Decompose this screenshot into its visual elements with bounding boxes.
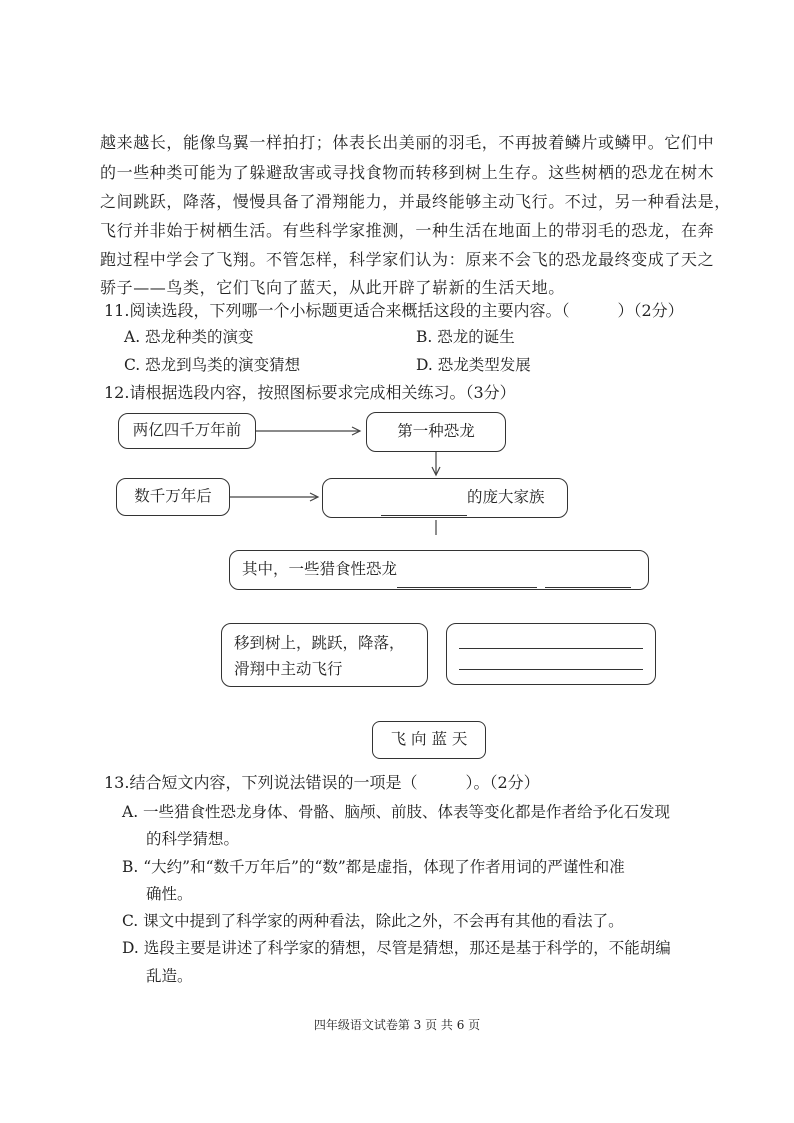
time-label: 数千万年后 [134, 487, 212, 505]
q11-option-b[interactable]: B. 恐龙的诞生 [416, 328, 515, 346]
predators-label: 其中，一些猎食性恐龙 [242, 560, 398, 578]
time-box-240m [118, 413, 256, 449]
passage-line: 骄子——鸟类，它们飞向了蓝天，从此开辟了崭新的生活天地。 [100, 278, 565, 297]
q11-option-d[interactable]: D. 恐龙类型发展 [416, 356, 531, 374]
passage-line: 越来越长，能像鸟翼一样拍打；体表长出美丽的羽毛，不再披着鳞片或鳞甲。它们中 [100, 133, 715, 152]
family-box [322, 478, 568, 518]
time-label: 两亿四千万年前 [132, 421, 242, 439]
q13-option-d[interactable]: D. 选段主要是讲述了科学家的猜想，尽管是猜想，那还是基于科学的，不能胡编 [122, 939, 671, 957]
q11-option-c[interactable]: C. 恐龙到鸟类的演变猜想 [124, 356, 301, 374]
tree-dwelling-box [221, 623, 428, 687]
answer-blank[interactable] [545, 573, 631, 588]
page-footer: 四年级语文试卷第 3 页 共 6 页 [313, 1018, 481, 1032]
sky-label: 飞 向 蓝 天 [390, 730, 468, 748]
passage-line: 的一些种类可能为了躲避敌害或寻找食物而转移到树上生存。这些树栖的恐龙在树木 [100, 163, 715, 182]
q13-option-d-cont: 乱造。 [146, 967, 193, 985]
answer-blank[interactable] [397, 573, 537, 588]
q11-option-a[interactable]: A. 恐龙种类的演变 [124, 328, 254, 346]
q13-stem: 13.结合短文内容，下列说法错误的一项是（ ）。（2分） [104, 773, 540, 792]
answer-line[interactable] [459, 669, 643, 670]
passage-line: 之间跳跃，降落，慢慢具备了滑翔能力，并最终能够主动飞行。不过，另一种看法是， [100, 192, 731, 211]
q13-option-b[interactable]: B. “大约”和“数千万年后”的“数”都是虚指，体现了作者用词的严谨性和准 [122, 858, 625, 876]
q11-stem: 11.阅读选段，下列哪一个小标题更适合来概括这段的主要内容。（ ）（2分） [104, 301, 684, 320]
predators-box [229, 550, 649, 590]
first-dinosaur-label: 第一种恐龙 [397, 422, 475, 440]
tree-label-line: 滑翔中主动飞行 [234, 660, 343, 678]
q13-option-b-cont: 确性。 [146, 885, 193, 903]
q13-option-a[interactable]: A. 一些猎食性恐龙身体、骨骼、脑颅、前肢、体表等变化都是作者给予化石发现 [122, 803, 671, 821]
tree-label-line: 移到树上，跳跃，降落， [234, 634, 405, 652]
passage-line: 飞行并非始于树栖生活。有些科学家推测，一种生活在地面上的带羽毛的恐龙，在奔 [100, 221, 715, 240]
passage-line: 跑过程中学会了飞翔。不管怎样，科学家们认为：原来不会飞的恐龙最终变成了天之 [100, 250, 715, 269]
answer-line[interactable] [459, 648, 643, 649]
sky-box [372, 721, 486, 759]
answer-blank[interactable] [381, 501, 467, 516]
q13-option-a-cont: 的科学猜想。 [146, 830, 240, 848]
q13-option-c[interactable]: C. 课文中提到了科学家的两种看法，除此之外，不会再有其他的看法了。 [122, 912, 624, 930]
time-box-later [116, 478, 230, 516]
family-label: 的庞大家族 [467, 488, 545, 506]
first-dinosaur-box [366, 412, 506, 452]
q12-stem: 12.请根据选段内容，按照图标要求完成相关练习。（3分） [104, 383, 516, 402]
ground-theory-box [446, 623, 656, 685]
